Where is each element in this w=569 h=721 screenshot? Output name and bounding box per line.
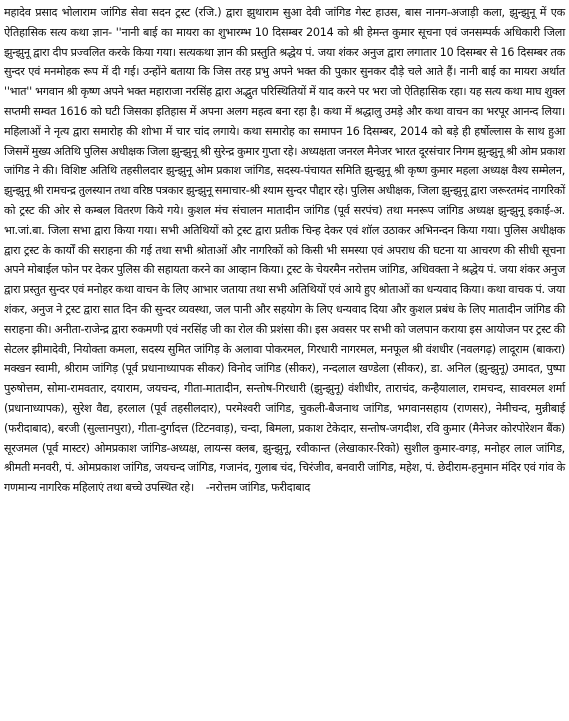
article-body: महादेव प्रसाद भोलाराम जांगिड सेवा सदन ट्रस्ट (रजि.) द्वारा झुथाराम सुआ देवी जांगिड गेस्ट हाउस, बास नानग-अजाड़ी कला, झुन्झुनू में एक ऐतिहासिक सत्य कथा ज्ञान- ''नानी बाई का मायरा का शुभारम्भ 10 दिसम्बर 2014 को श्री हेमन्त कुमार सूचना एवं जनसम्पर्क अधिकारी जिला झुन्झुनू द्वारा दीप प्रज्वलित करके किया गया। सत्यकथा ज्ञान की प्रस्तुति श्रद्धेय पं. जया शंकर अनुज द्वारा लगातार 10 दिसम्बर से 16 दिसम्बर तक सुन्दर एवं मनमोहक रूप में दी गई। उन्होंने बताया कि जिस तरह प्रभु अपने भक्त की पुकार सुनकर दौड़े चले आते हैं। नानी बाई का मायरा अर्थात ''भात'' भगवान श्री कृष्ण अपने भक्त महाराजा नरसिंह द्वारा अद्भुत परिस्थितियों में याद करने पर भरा जो ऐतिहासिक रहा। यह सत्य कथा माघ शुक्ल सप्तमी सम्वत 1616 को घटी जिसका इतिहास में अपना अलग महत्व बना रहा है। कथा में श्रद्धालु उमड़े और कथा वाचन का भरपूर आनन्द लिया। महिलाओं ने नृत्य द्वारा समारोह की शोभा में चार चांद लगाये। कथा समारोह का समापन 16 दिसम्बर, 2014 को बड़े ही हर्षोल्लास के साथ हुआ जिसमें मुख्य अतिथि पुलिस अधीक्षक जिला झुन्झुनू श्री सुरेन्द्र कुमार गुप्ता रहे। अध्यक्षता जनरल मैनेजर भारत दूरसंचार निगम झुन्झुनू श्री ओम प्रकाश जांगिड ने की। विशिष्ट अतिथि तहसीलदार झुन्झुनू ओम प्रकाश जांगिड, सदस्य-पंचायत समिति झुन्झुनू श्री कृष्ण कुमार महला अध्यक्ष वैश्य सम्मेलन, झुन्झुनू श्री रामचन्द्र तुलस्यान तथा वरिष्ठ पत्रकार झुन्झुनू समाचार-श्री श्याम सुन्दर पौद्दार रहे। पुलिस अधीक्षक, जिला झुन्झुनू द्वारा जरूरतमंद नागरिकों को ट्रस्ट की ओर से कम्बल वितरण किये गये। कुशल मंच संचालन मातादीन जांगिड (पूर्व सरपंच) तथा मनरूप जांगिड अध्यक्ष झुन्झुनू इकाई-अ. भा.जां.बा. जिला सभा द्वारा किया गया। सभी अतिथियों को ट्रस्ट द्वारा प्रतीक चिन्ह देकर एवं शॉल उठाकर अभिनन्दन किया गया। पुलिस अधीक्षक द्वारा ट्रस्ट के कार्यों की सराहना की गई तथा सभी श्रोताओं और नागरिकों को किसी भी समस्या एवं अपराध की घटना या आचरण की सीधी सूचना अपने मोबाईल फोन पर देकर पुलिस की सहायता करने का आव्हान किया। ट्रस्ट के चेयरमैन नरोत्तम जांगिड, अधिवक्ता ने श्रद्धेय पं. जया शंकर अनुज द्वारा प्रस्तुत सुन्दर एवं मनोहर कथा वाचन के लिए आभार जताया तथा सभी अतिथियों एवं आये हुए श्रोताओं का धन्यवाद किया। कथा वाचक पं. जया शंकर, अनुज ने ट्रस्ट द्वारा सात दिन की सुन्दर व्यवस्था, जल पानी और सहयोग के लिए धन्यवाद दिया और कुशल प्रबंध के लिए मातादीन जांगिड की सराहना की। अनीता-राजेन्द्र द्वारा रुकमणी एवं नरसिंह जी का रोल की प्रशंसा की। इस अवसर पर सभी को जलपान कराया इस आयोजन पर ट्रस्ट की सेटलर झीमादेवी, नियोक्ता कमला, सदस्य सुमित जांगिड़ के अलावा पोकरमल, गिरधारी नागरमल, मनफूल श्री वंशधीर (नवलगढ़) लादूराम (बाकरा) मक्खन स्वामी, श्रीराम जांगिड़ (पूर्व प्रधानाध्यापक सीकर) विनोद जांगिड (सीकर), नन्दलाल खण्डेला (सीकर), डा. अनिल (झुन्झुनू) उमादत, पुष्पा पुरुषोत्तम, सोमा-रामवतार, दयाराम, जयचन्द, गीता-मातादीन, सन्तोष-गिरधारी (झुन्झुनू) वंशीधीर, ताराचंद, कन्हैयालाल, रामचन्द, सावरमल शर्मा (प्रधानाध्यापक), सुरेश वैद्य, हरलाल (पूर्व तहसीलदार), परमेश्वरी जांगिड, चुकली-बैजनाथ जांगिड, भगवानसहाय (राणसर), नेमीचन्द, मुन्नीबाई (फरीदाबाद), बरजी (सुल्तानपुरा), गीता-दुर्गादत्त (टिटनवाड़), चन्दा, बिमला, प्रकाश टेकेदार, सन्तोष-जगदीश, रवि कुमार (मैनेजर कोरपोरेशन बैंक) सूरजमल (पूर्व मास्टर) ओमप्रकाश जांगिड-अध्यक्ष, लायन्स क्लब, झुन्झुनू, रवीकान्त (लेखाकार-रिको) सुशील कुमार-वगड़, मनोहर लाल जांगिड, श्रीमती मनवरी, पं. ओमप्रकाश जांगिड, जयचन्द जांगिड, गजानंद, गुलाब चंद, चिरंजीव, बनवारी जांगिड, महेश, पं. छेदीराम-हनुमान मंदिर एवं गांव के गणमान्य नागरिक महिलाएं तथा बच्चे उपस्थित रहे। xyxy=(4,6,565,495)
article-signature: -नरोत्तम जांगिड, फरीदाबाद xyxy=(205,481,311,495)
article-text xyxy=(4,3,565,498)
